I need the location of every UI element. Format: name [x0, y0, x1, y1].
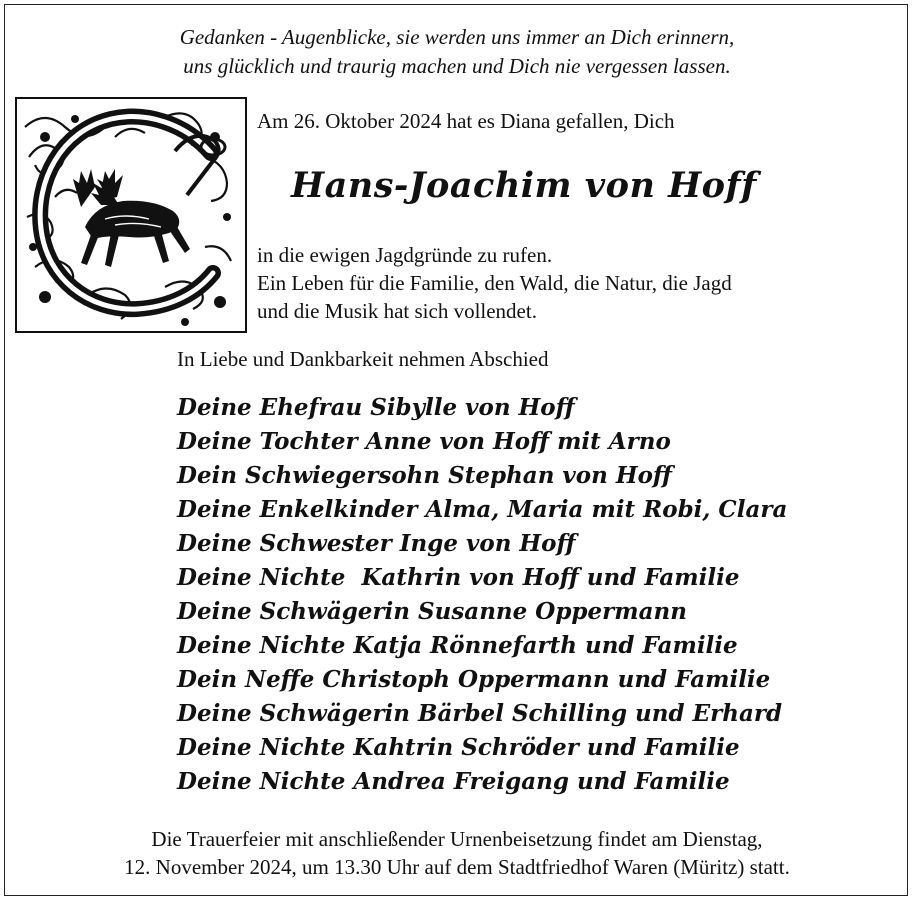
mourners-list [177, 391, 787, 799]
decorative-initial-c-stag-icon [15, 97, 247, 333]
quote-line-2: uns glücklich und traurig machen und Dich nie vergessen lassen. [183, 54, 731, 78]
announcement-line: Ein Leben für die Familie, den Wald, die Natur, die Jagd [257, 271, 732, 295]
service-line-2: 12. November 2024, um 13.30 Uhr auf dem Stadtfriedhof Waren (Müritz) statt. [124, 855, 790, 879]
mourner-entry: Deine Nichte Kathrin von Hoff und Familie [177, 564, 740, 591]
mourner-entry: Deine Nichte Andrea Freigang und Familie [177, 768, 730, 795]
deceased-name: Hans-Joachim von Hoff [291, 165, 757, 206]
announcement-date-line: Am 26. Oktober 2024 hat es Diana gefallen, Dich [257, 109, 675, 133]
memorial-quote [5, 23, 909, 81]
service-line-1: Die Trauerfeier mit anschließender Urnenbeisetzung findet am Dienstag, [151, 827, 763, 851]
mourner-entry: Deine Ehefrau Sibylle von Hoff [177, 394, 575, 421]
mourner-entry: Dein Neffe Christoph Oppermann und Familie [177, 666, 771, 693]
mourner-entry: Dein Schwiegersohn Stephan von Hoff [177, 462, 672, 489]
mourner-entry: Deine Nichte Kahtrin Schröder und Familie [177, 734, 740, 761]
announcement-line: in die ewigen Jagdgründe zu rufen. [257, 243, 553, 267]
mourner-entry: Deine Tochter Anne von Hoff mit Arno [177, 428, 671, 455]
announcement-line: und die Musik hat sich vollendet. [257, 299, 537, 323]
obituary-notice [4, 4, 908, 896]
mourner-entry: Deine Enkelkinder Alma, Maria mit Robi, Clara [177, 496, 788, 523]
quote-line-1: Gedanken - Augenblicke, sie werden uns immer an Dich erinnern, [179, 25, 735, 49]
farewell-line: In Liebe und Dankbarkeit nehmen Abschied [177, 347, 549, 371]
mourner-entry: Deine Schwägerin Bärbel Schilling und Erhard [177, 700, 783, 727]
mourner-entry: Deine Schwester Inge von Hoff [177, 530, 576, 557]
funeral-service-info [5, 825, 909, 881]
announcement-text [257, 241, 732, 325]
mourner-entry: Deine Schwägerin Susanne Oppermann [177, 598, 687, 625]
mourner-entry: Deine Nichte Katja Rönnefarth und Familie [177, 632, 738, 659]
